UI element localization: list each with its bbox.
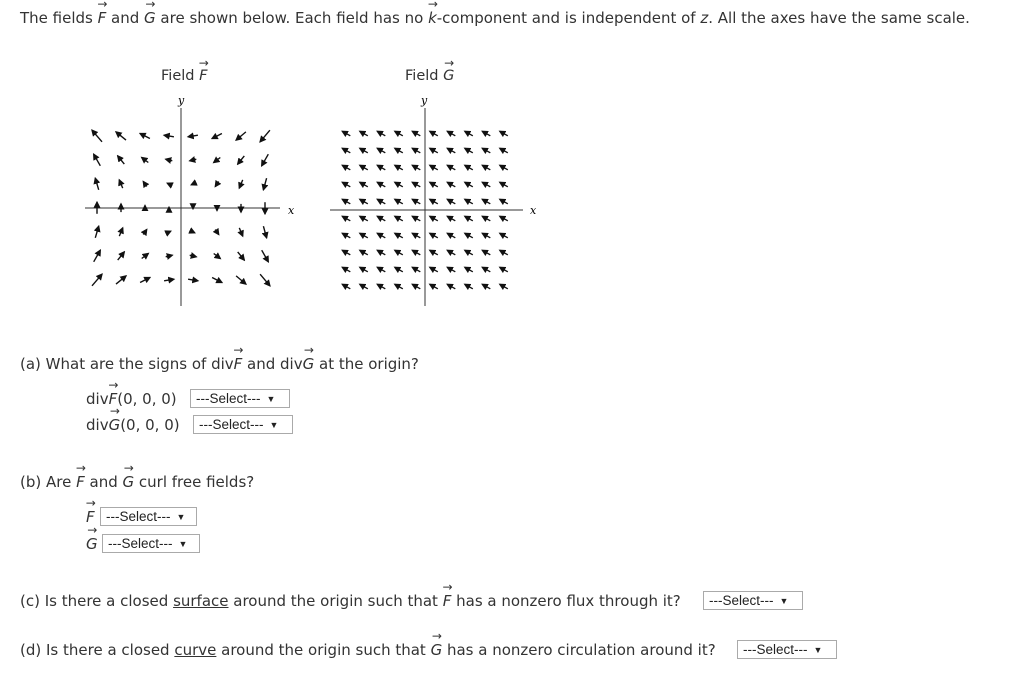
field-arrow: [430, 284, 438, 289]
field-arrow: [342, 267, 350, 272]
field-arrow: [214, 158, 221, 163]
field-arrow: [92, 130, 102, 142]
field-arrow: [360, 131, 368, 136]
div-f-label: [86, 390, 177, 408]
field-arrow: [430, 267, 438, 272]
field-arrow: [360, 250, 368, 255]
field-arrow: [412, 216, 420, 221]
field-arrow: [465, 131, 473, 136]
intro-part: -component and is independent of: [436, 9, 701, 27]
surface-underlined: surface: [173, 592, 229, 610]
vector-f-symbol: → F: [443, 592, 452, 610]
field-arrow: [465, 148, 473, 153]
field-arrow: [342, 199, 350, 204]
field-arrow: [482, 284, 490, 289]
field-arrow: [500, 199, 508, 204]
field-arrow: [236, 132, 246, 140]
field-arrow: [430, 148, 438, 153]
dropdown-arrow-icon: ▼: [269, 420, 279, 430]
field-arrow: [342, 165, 350, 170]
field-arrow: [412, 131, 420, 136]
field-arrow: [395, 148, 403, 153]
field-arrow: [377, 199, 385, 204]
flux-select[interactable]: [703, 591, 803, 610]
question-text: around the origin such that: [228, 592, 443, 610]
dropdown-arrow-icon: ▼: [178, 539, 188, 549]
vector-g-symbol: → G: [109, 416, 121, 434]
vector-k-symbol: → k: [428, 9, 437, 27]
field-arrow: [238, 252, 245, 260]
field-arrow: [377, 148, 385, 153]
field-arrow: [377, 233, 385, 238]
field-arrow: [167, 231, 170, 233]
field-arrow: [447, 250, 455, 255]
div-label-text: div: [86, 416, 109, 434]
intro-text: [20, 9, 970, 27]
circulation-select[interactable]: [737, 640, 837, 659]
vector-f-symbol: → F: [199, 68, 207, 84]
field-arrow: [238, 156, 245, 164]
curl-g-select[interactable]: [102, 534, 200, 553]
field-arrow: [94, 154, 101, 166]
field-arrow: [118, 252, 125, 260]
vector-g-symbol: → G: [443, 68, 454, 84]
field-arrow: [395, 250, 403, 255]
dropdown-arrow-icon: ▼: [266, 394, 276, 404]
field-arrow: [430, 165, 438, 170]
curl-f-select[interactable]: [100, 507, 197, 526]
field-arrow: [215, 230, 218, 235]
field-arrow: [377, 216, 385, 221]
field-arrow: [447, 182, 455, 187]
field-arrow: [500, 131, 508, 136]
field-arrow: [377, 182, 385, 187]
field-arrow: [119, 228, 122, 236]
field-arrow: [395, 284, 403, 289]
field-arrow: [395, 199, 403, 204]
field-arrow: [360, 148, 368, 153]
intro-part: . All the axes have the same scale.: [708, 9, 970, 27]
field-arrow: [212, 134, 222, 139]
field-arrow: [360, 284, 368, 289]
field-arrow: [260, 274, 270, 286]
field-arrow: [377, 131, 385, 136]
field-arrow: [395, 233, 403, 238]
field-arrow: [236, 276, 246, 284]
dropdown-arrow-icon: ▼: [176, 512, 186, 522]
part-a-question: [20, 355, 419, 373]
field-arrow: [395, 165, 403, 170]
question-text: and: [84, 473, 123, 491]
part-d-question: [20, 641, 716, 659]
field-arrow: [167, 183, 170, 185]
field-arrow: [212, 278, 222, 283]
div-label-text: (0, 0, 0): [117, 390, 177, 408]
vector-f-symbol: → F: [86, 508, 95, 526]
field-arrow: [395, 131, 403, 136]
select-value: ---Select---: [199, 417, 264, 432]
field-arrow: [412, 233, 420, 238]
div-label-text: div: [86, 390, 109, 408]
field-arrow: [395, 216, 403, 221]
field-arrow: [342, 233, 350, 238]
field-arrow: [465, 216, 473, 221]
field-arrow: [360, 165, 368, 170]
field-arrow: [430, 199, 438, 204]
field-arrow: [377, 284, 385, 289]
field-arrow: [140, 278, 150, 283]
field-arrow: [482, 199, 490, 204]
dropdown-arrow-icon: ▼: [813, 645, 823, 655]
select-value: ---Select---: [743, 642, 808, 657]
div-g-label: [86, 416, 180, 434]
vector-f-symbol: → F: [98, 9, 107, 27]
field-arrow: [465, 250, 473, 255]
field-f-title: [161, 68, 207, 84]
field-arrow: [465, 199, 473, 204]
field-f-x-label: x: [288, 204, 295, 217]
field-arrow: [191, 183, 194, 185]
field-arrow: [465, 233, 473, 238]
field-arrow: [190, 255, 197, 257]
field-arrow: [500, 148, 508, 153]
div-g-select[interactable]: [193, 415, 293, 434]
field-arrow: [395, 267, 403, 272]
field-arrow: [119, 180, 122, 188]
div-f-select[interactable]: [190, 389, 290, 408]
vector-g-symbol: → G: [431, 641, 443, 659]
field-arrow: [412, 148, 420, 153]
field-arrow: [482, 267, 490, 272]
field-arrow: [447, 233, 455, 238]
field-arrow: [239, 180, 242, 188]
vector-f-symbol: → F: [109, 390, 118, 408]
field-arrow: [482, 131, 490, 136]
field-arrow: [263, 226, 266, 238]
field-arrow: [500, 182, 508, 187]
field-arrow: [430, 216, 438, 221]
field-arrow: [164, 279, 174, 281]
field-arrow: [500, 216, 508, 221]
field-arrow: [260, 130, 270, 142]
question-text: (d) Is there a closed: [20, 641, 175, 659]
field-arrow: [500, 165, 508, 170]
field-arrow: [342, 182, 350, 187]
field-arrow: [465, 284, 473, 289]
intro-part: and: [106, 9, 145, 27]
field-arrow: [482, 148, 490, 153]
field-arrow: [430, 131, 438, 136]
field-arrow: [164, 135, 174, 137]
field-arrow: [360, 216, 368, 221]
field-arrow: [143, 230, 146, 235]
field-arrow: [191, 231, 194, 233]
dropdown-arrow-icon: ▼: [779, 596, 789, 606]
field-arrow: [447, 165, 455, 170]
intro-part: are shown below. Each field has no: [155, 9, 429, 27]
question-text: at the origin?: [314, 355, 419, 373]
field-arrow: [500, 267, 508, 272]
field-g-title: [405, 68, 454, 84]
div-label-text: (0, 0, 0): [120, 416, 180, 434]
field-arrow: [482, 250, 490, 255]
field-arrow: [430, 250, 438, 255]
curl-g-label: [86, 535, 98, 553]
field-arrow: [412, 267, 420, 272]
field-arrow: [465, 267, 473, 272]
field-arrow: [188, 135, 198, 137]
question-text: has a nonzero flux through it?: [451, 592, 681, 610]
vector-g-symbol: → G: [303, 355, 315, 373]
field-arrow: [360, 267, 368, 272]
part-c-question: [20, 592, 681, 610]
field-arrow: [342, 250, 350, 255]
field-arrow: [430, 182, 438, 187]
field-title-prefix: Field: [161, 68, 200, 84]
field-arrow: [166, 255, 173, 257]
field-arrow: [412, 284, 420, 289]
field-g-y-label: y: [421, 94, 428, 107]
field-arrow: [412, 199, 420, 204]
select-value: ---Select---: [108, 536, 173, 551]
field-f-y-label: y: [178, 94, 185, 107]
field-arrow: [95, 226, 98, 238]
field-arrow: [94, 250, 101, 262]
field-arrow: [262, 154, 269, 166]
field-arrow: [447, 267, 455, 272]
field-arrow: [412, 165, 420, 170]
field-arrow: [447, 284, 455, 289]
field-arrow: [262, 250, 269, 262]
field-arrow: [95, 178, 98, 190]
field-arrow: [447, 216, 455, 221]
select-value: ---Select---: [106, 509, 171, 524]
field-arrow: [500, 250, 508, 255]
field-arrow: [430, 233, 438, 238]
field-arrow: [142, 158, 149, 163]
vector-g-symbol: → G: [144, 9, 156, 27]
field-arrow: [447, 199, 455, 204]
field-arrow: [342, 131, 350, 136]
field-arrow: [116, 276, 126, 284]
question-text: (a) What are the signs of div: [20, 355, 234, 373]
field-arrow: [190, 159, 197, 161]
vector-f-symbol: → F: [234, 355, 243, 373]
intro-part: The fields: [20, 9, 98, 27]
field-g-plot: [330, 94, 537, 306]
field-arrow: [263, 178, 266, 190]
field-arrow: [360, 182, 368, 187]
field-arrow: [482, 165, 490, 170]
question-text: and div: [242, 355, 303, 373]
field-arrow: [482, 233, 490, 238]
field-arrow: [377, 267, 385, 272]
field-arrow: [412, 250, 420, 255]
field-arrow: [140, 134, 150, 139]
field-arrow: [92, 274, 102, 286]
field-arrow: [500, 284, 508, 289]
field-arrow: [239, 228, 242, 236]
field-arrow: [465, 165, 473, 170]
select-value: ---Select---: [709, 593, 774, 608]
field-title-prefix: Field: [405, 68, 444, 84]
field-arrow: [143, 182, 146, 187]
field-arrow: [360, 199, 368, 204]
field-arrow: [482, 182, 490, 187]
vector-f-symbol: → F: [76, 473, 85, 491]
field-g-x-label: x: [530, 204, 537, 217]
field-arrow: [342, 284, 350, 289]
field-arrow: [342, 216, 350, 221]
field-arrow: [482, 216, 490, 221]
question-text: curl free fields?: [134, 473, 255, 491]
field-arrow: [116, 132, 126, 140]
field-arrow: [447, 148, 455, 153]
field-arrow: [500, 233, 508, 238]
part-b-question: [20, 473, 254, 491]
field-arrow: [188, 279, 198, 281]
question-text: (b) Are: [20, 473, 77, 491]
curve-underlined: curve: [174, 641, 217, 659]
question-text: has a nonzero circulation around it?: [442, 641, 716, 659]
question-text: (c) Is there a closed: [20, 592, 174, 610]
field-arrow: [214, 254, 221, 259]
vector-g-symbol: → G: [86, 535, 98, 553]
field-arrow: [465, 182, 473, 187]
field-arrow: [395, 182, 403, 187]
field-arrow: [166, 159, 173, 161]
field-arrow: [447, 131, 455, 136]
field-arrow: [142, 254, 149, 259]
z-symbol: z: [700, 9, 709, 27]
question-text: around the origin such that: [216, 641, 431, 659]
field-arrow: [342, 148, 350, 153]
select-value: ---Select---: [196, 391, 261, 406]
field-arrow: [215, 182, 218, 187]
field-f-plot: [85, 94, 295, 306]
field-arrow: [360, 233, 368, 238]
field-arrow: [377, 250, 385, 255]
field-arrow: [377, 165, 385, 170]
field-arrow: [118, 156, 125, 164]
vector-g-symbol: → G: [123, 473, 135, 491]
field-arrow: [412, 182, 420, 187]
